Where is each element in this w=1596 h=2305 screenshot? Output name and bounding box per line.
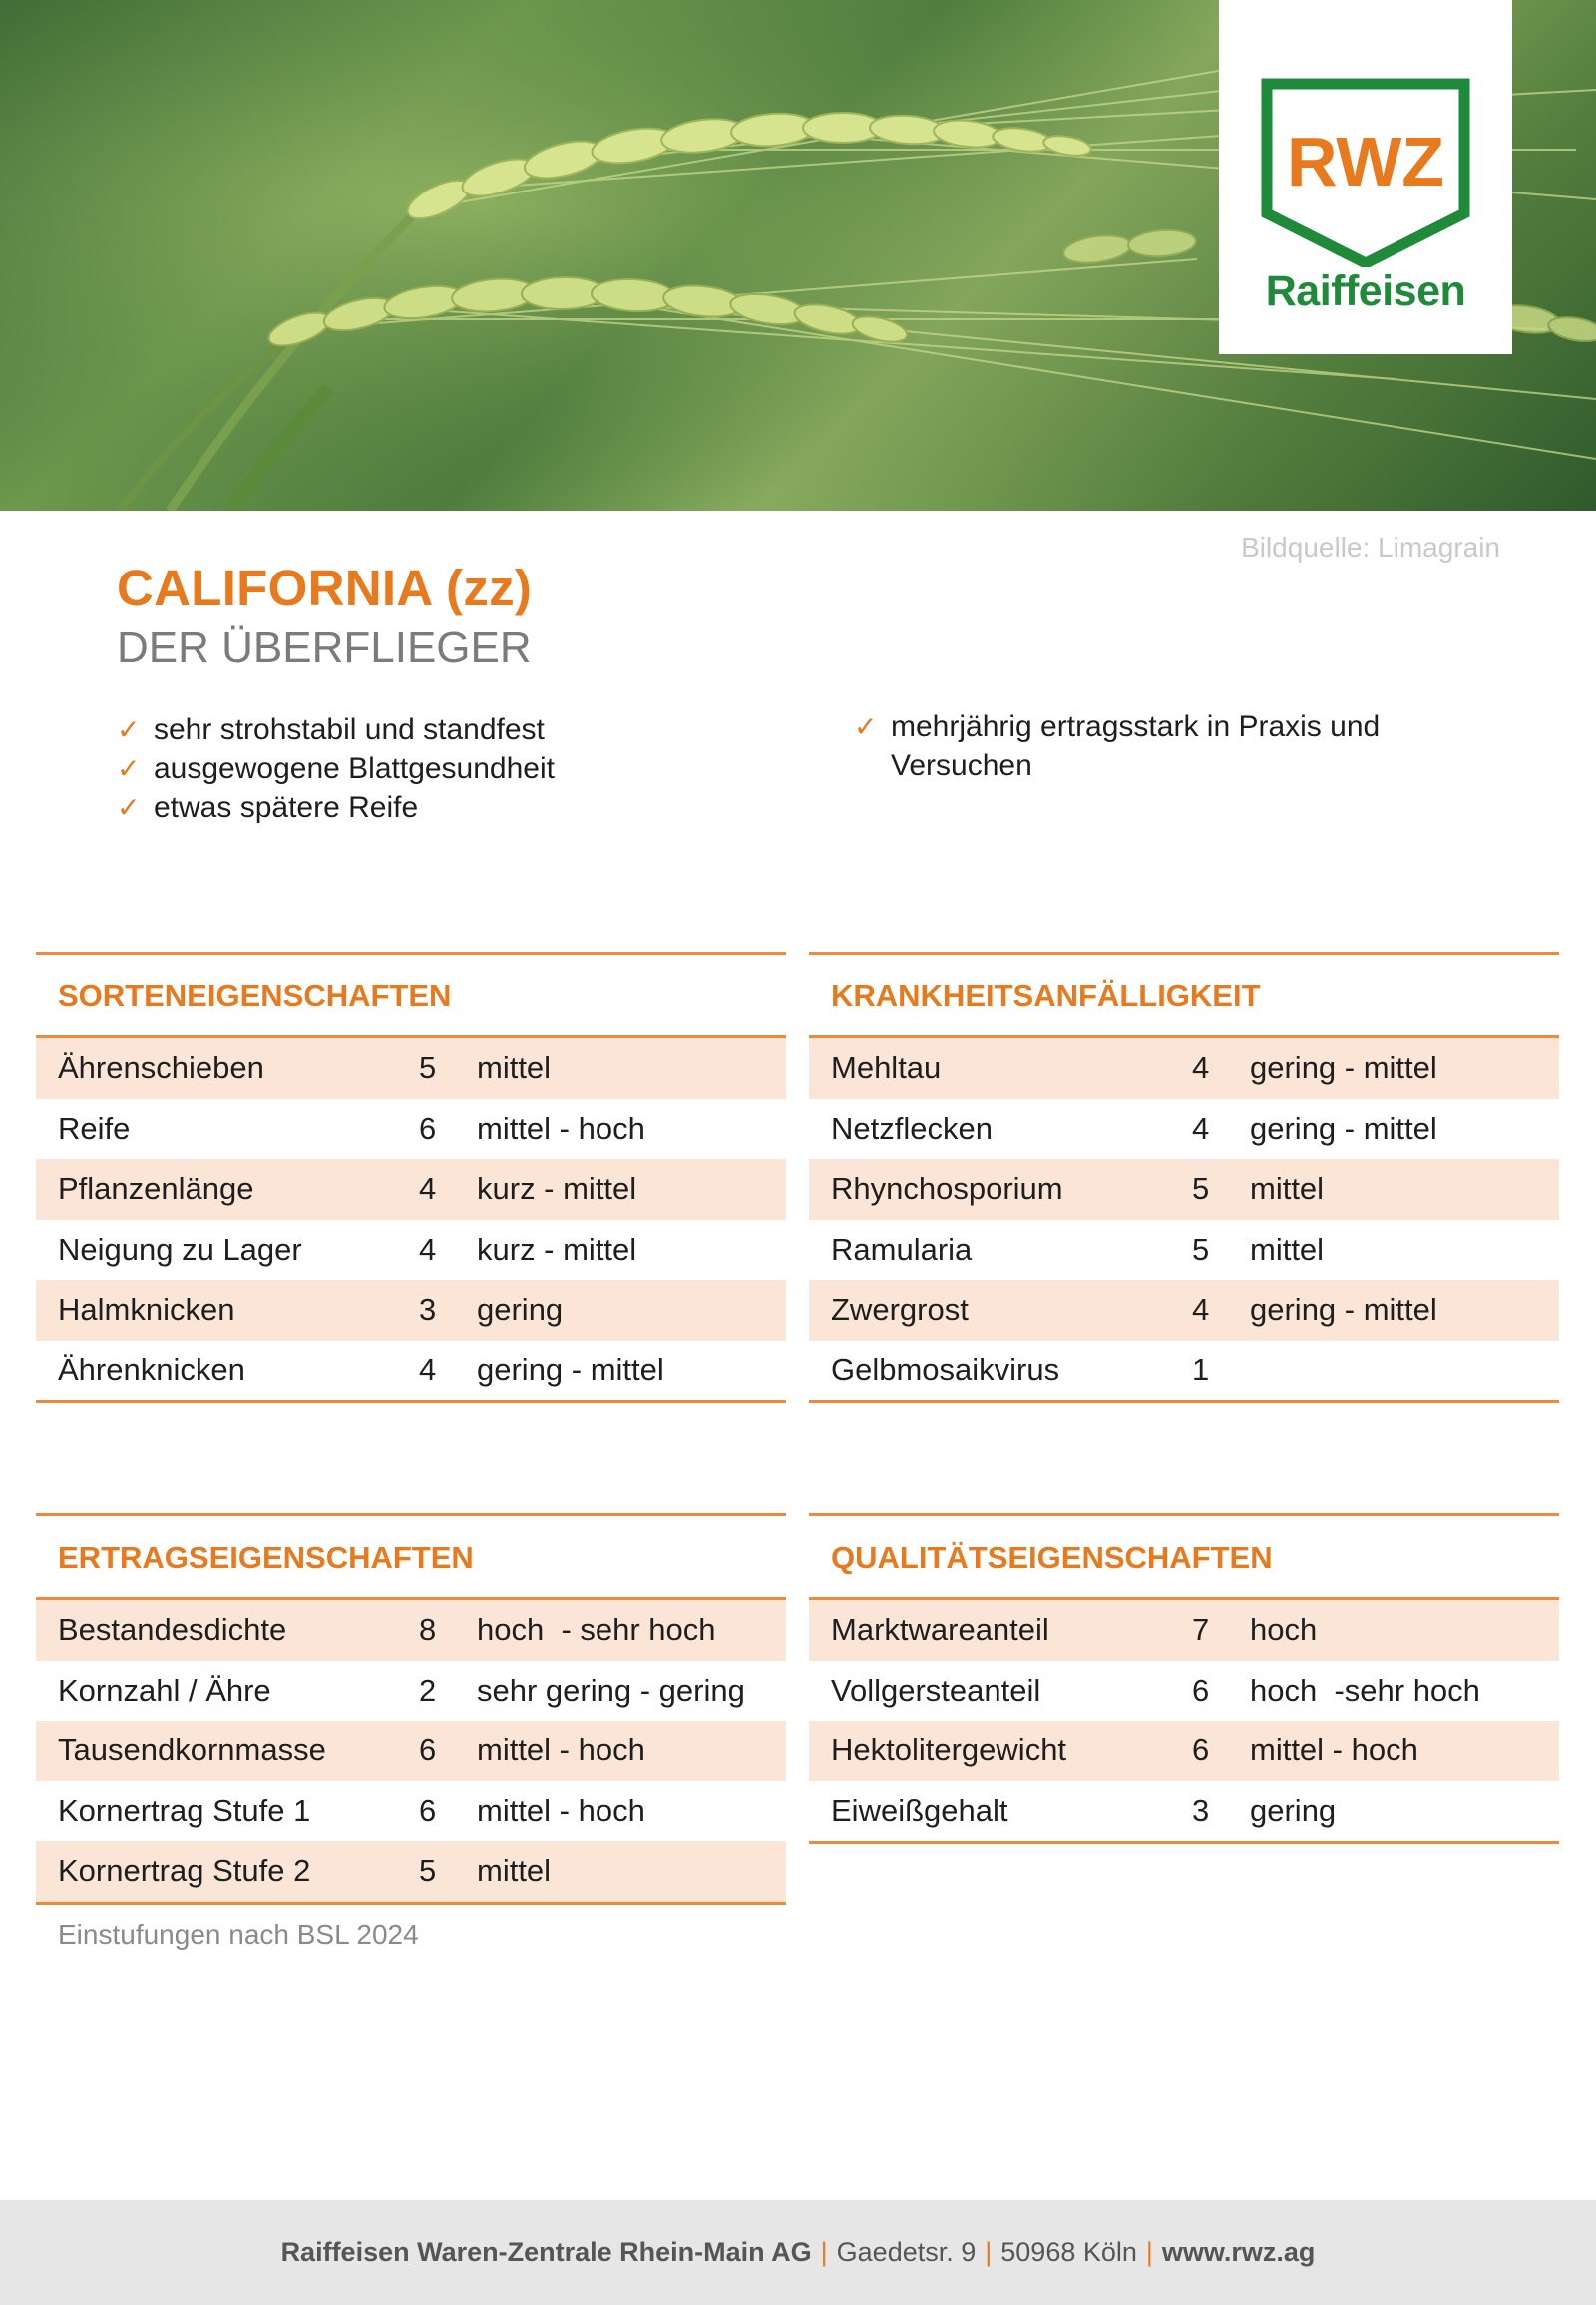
row-rating: gering - mittel [1250, 1050, 1437, 1086]
row-score: 3 [1192, 1792, 1210, 1828]
row-score: 3 [419, 1292, 437, 1328]
feature-list-left [117, 710, 775, 827]
row-score: 8 [419, 1612, 437, 1648]
row-name: Kornertrag Stufe 1 [58, 1792, 311, 1828]
row-score: 5 [1192, 1231, 1210, 1267]
list-item-text: sehr strohstabil und standfest [154, 713, 545, 746]
table-row [36, 1600, 786, 1661]
table-row [809, 1099, 1559, 1160]
table-heading: ERTRAGSEIGENSCHAFTEN [36, 1513, 786, 1597]
row-rating: hoch -sehr hoch [1250, 1672, 1480, 1708]
product-title: CALIFORNIA (zz) [117, 560, 533, 616]
table-row [36, 1038, 786, 1099]
table-qualitaetseigenschaften [809, 1513, 1559, 1844]
row-rating: gering - mittel [477, 1351, 664, 1387]
table-heading: QUALITÄTSEIGENSCHAFTEN [809, 1513, 1559, 1597]
row-name: Ährenschieben [58, 1050, 264, 1086]
row-name: Vollgersteanteil [831, 1672, 1041, 1708]
table-row [36, 1159, 786, 1220]
row-rating: gering - mittel [1250, 1110, 1437, 1146]
table-row [809, 1038, 1559, 1099]
header-photo [0, 0, 1596, 511]
check-icon: ✓ [117, 753, 141, 784]
check-icon: ✓ [854, 711, 878, 742]
table-row [36, 1781, 786, 1842]
list-item [117, 749, 775, 788]
check-icon: ✓ [117, 714, 141, 745]
row-score: 1 [1192, 1351, 1210, 1387]
row-name: Gelbmosaikvirus [831, 1351, 1060, 1387]
photo-credit: Bildquelle: Limagrain [1241, 532, 1500, 563]
row-name: Mehltau [831, 1050, 942, 1086]
row-rating: mittel [477, 1050, 552, 1086]
row-rating: mittel - hoch [477, 1792, 645, 1828]
row-score: 5 [419, 1853, 437, 1889]
table-row [36, 1099, 786, 1160]
table-row [809, 1781, 1559, 1842]
logo-wordmark: Raiffeisen [1265, 267, 1466, 315]
row-name: Hektolitergewicht [831, 1732, 1067, 1768]
row-name: Bestandesdichte [58, 1612, 287, 1648]
table-row [36, 1661, 786, 1722]
table-row [36, 1841, 786, 1902]
row-name: Marktwareanteil [831, 1612, 1049, 1648]
row-rating: sehr gering - gering [477, 1672, 745, 1708]
table-heading: KRANKHEITSANFÄLLIGKEIT [809, 952, 1559, 1035]
list-item [854, 707, 1452, 785]
footer-street: Gaedetsr. 9 [836, 2237, 977, 2267]
table-sorteneigenschaften [36, 952, 786, 1403]
table-row [36, 1280, 786, 1341]
row-rating: mittel [477, 1853, 552, 1889]
row-score: 4 [1192, 1292, 1210, 1328]
row-score: 6 [1192, 1672, 1210, 1708]
table-row [809, 1341, 1559, 1401]
list-item-text: etwas spätere Reife [154, 791, 419, 824]
rwz-raiffeisen-logo [1219, 0, 1512, 354]
check-icon: ✓ [117, 792, 141, 823]
row-score: 4 [419, 1231, 437, 1267]
row-score: 6 [419, 1792, 437, 1828]
table-row [809, 1721, 1559, 1781]
footnote: Einstufungen nach BSL 2024 [58, 1919, 419, 1950]
table-krankheitsanfaelligkeit [809, 952, 1559, 1403]
row-name: Eiweißgehalt [831, 1792, 1008, 1828]
row-score: 4 [419, 1351, 437, 1387]
table-ertragseigenschaften [36, 1513, 786, 1905]
footer-website-link[interactable]: www.rwz.ag [1161, 2237, 1316, 2267]
table-row [36, 1721, 786, 1781]
row-name: Reife [58, 1110, 131, 1146]
logo-mark-text: RWZ [1286, 123, 1445, 200]
row-score: 5 [419, 1050, 437, 1086]
row-rating: mittel - hoch [477, 1110, 645, 1146]
product-subtitle: DER ÜBERFLIEGER [117, 623, 532, 672]
row-rating: kurz - mittel [477, 1231, 637, 1267]
footer-separator: | [1145, 2237, 1153, 2267]
row-score: 6 [419, 1732, 437, 1768]
table-row [809, 1661, 1559, 1722]
table-row [809, 1159, 1559, 1220]
row-name: Halmknicken [58, 1292, 235, 1328]
row-name: Neigung zu Lager [58, 1231, 302, 1267]
footer-city: 50968 Köln [1000, 2237, 1137, 2267]
row-name: Zwergrost [831, 1292, 969, 1328]
row-rating: mittel - hoch [477, 1732, 645, 1768]
list-item-text: ausgewogene Blattgesundheit [154, 752, 555, 785]
footer-separator: | [985, 2237, 993, 2267]
table-row [809, 1280, 1559, 1341]
row-name: Kornertrag Stufe 2 [58, 1853, 311, 1889]
table-row [809, 1600, 1559, 1661]
row-score: 6 [1192, 1732, 1210, 1768]
row-rating: gering [477, 1292, 564, 1328]
row-score: 5 [1192, 1171, 1210, 1207]
row-score: 7 [1192, 1612, 1210, 1648]
row-name: Rhynchosporium [831, 1171, 1063, 1207]
table-row [36, 1220, 786, 1281]
row-name: Kornzahl / Ähre [58, 1672, 271, 1708]
row-name: Ährenknicken [58, 1351, 245, 1387]
row-score: 4 [1192, 1110, 1210, 1146]
rwz-shield-icon [1261, 78, 1470, 267]
row-rating: gering [1250, 1792, 1337, 1828]
table-row [36, 1341, 786, 1401]
list-item-text: mehrjährig ertragsstark in Praxis und Versuchen [891, 710, 1381, 782]
row-rating: mittel [1250, 1171, 1325, 1207]
feature-list-right [854, 707, 1452, 785]
footer [0, 2200, 1596, 2305]
list-item [117, 788, 775, 827]
row-rating: hoch - sehr hoch [477, 1612, 716, 1648]
table-row [809, 1220, 1559, 1281]
row-score: 4 [419, 1171, 437, 1207]
row-name: Pflanzenlänge [58, 1171, 254, 1207]
row-score: 6 [419, 1110, 437, 1146]
table-heading: SORTENEIGENSCHAFTEN [36, 952, 786, 1035]
footer-company: Raiffeisen Waren-Zentrale Rhein-Main AG [280, 2237, 812, 2267]
row-rating: kurz - mittel [477, 1171, 637, 1207]
row-name: Netzflecken [831, 1110, 993, 1146]
row-rating: gering - mittel [1250, 1292, 1437, 1328]
row-rating: mittel [1250, 1231, 1325, 1267]
row-name: Tausendkornmasse [58, 1732, 326, 1768]
row-score: 2 [419, 1672, 437, 1708]
row-score: 4 [1192, 1050, 1210, 1086]
footer-separator: | [820, 2237, 828, 2267]
row-rating: mittel - hoch [1250, 1732, 1418, 1768]
row-name: Ramularia [831, 1231, 973, 1267]
row-rating: hoch [1250, 1612, 1318, 1648]
list-item [117, 710, 775, 749]
